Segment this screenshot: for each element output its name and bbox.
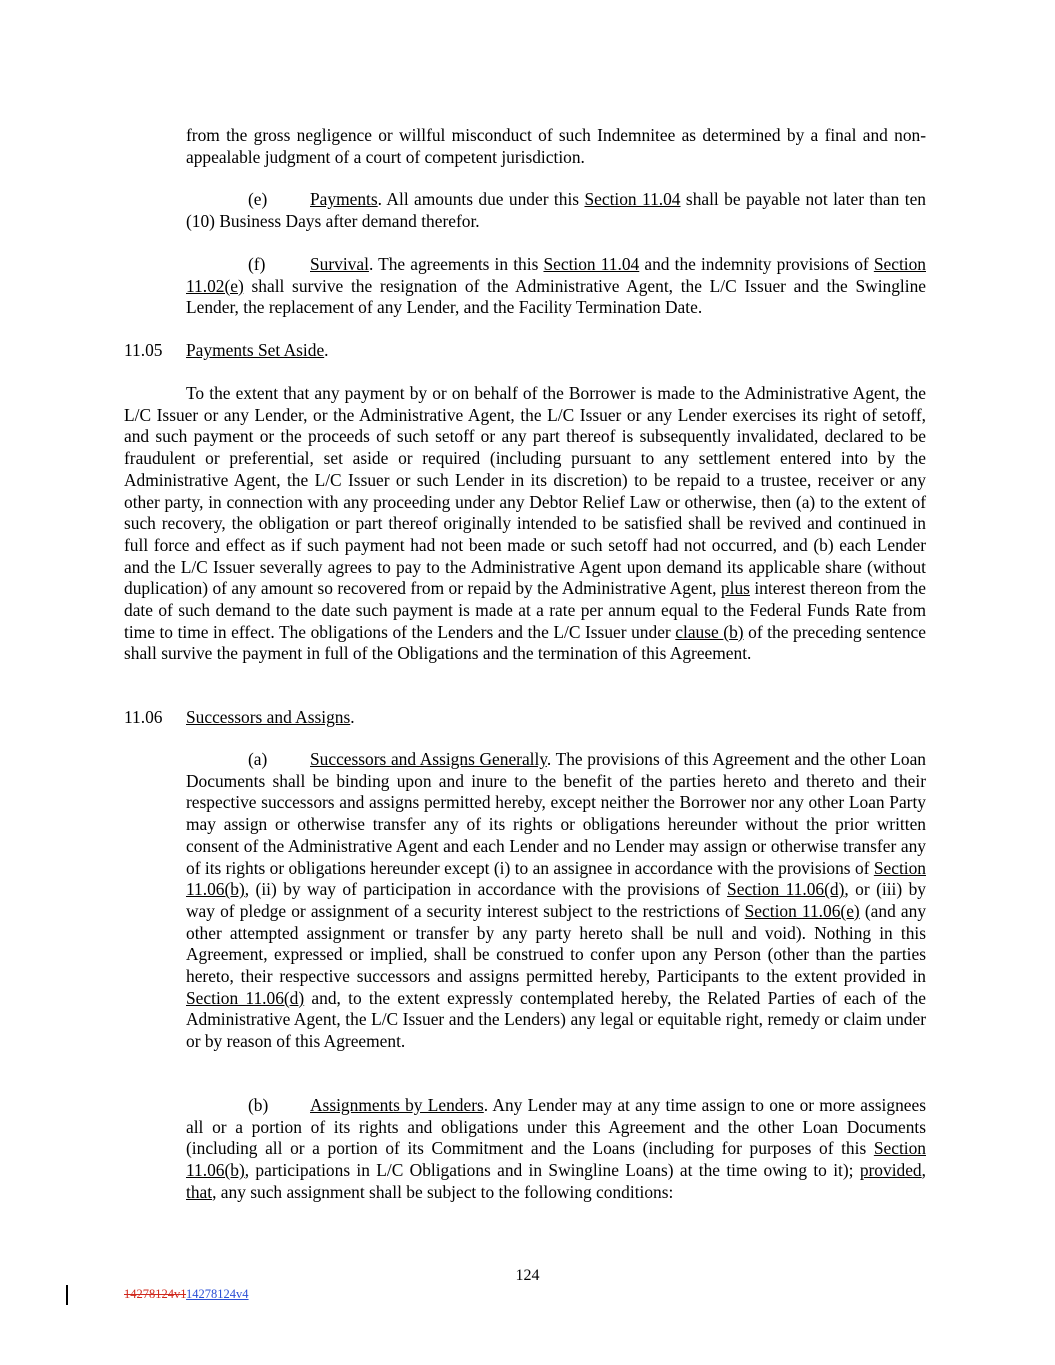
intro-text: from the gross negligence or willful misconduct of such Indemnitee as determined by a final and non-appealable judgment of a court of competent jurisdiction. <box>186 125 926 167</box>
inserted-doc-id: 14278124v4 <box>186 1287 249 1301</box>
subsection-b-label: (b) <box>248 1095 269 1115</box>
that-term: that <box>186 1181 213 1202</box>
section-ref: Section 11.04 <box>584 189 681 209</box>
section-11-05-body: To the extent that any payment by or on behalf of the Borrower is made to the Administrative Agent, the L/C Issuer or any Lender, or the Administrative Agent, the L/C Issuer or any Lender exercises its right of setoff, and such payment or the proceeds of such setoff or any part thereof is subsequently invalidated, declared to be fraudulent or preferential, set aside or required (including pursuant to any settlement entered into by the Administrative Agent, the L/C Issuer or such Lender in its discretion) to be repaid to a trustee, receiver or any other party, in connection with any proceeding under any Debtor Relief Law or otherwise, then (a) to the extent of such recovery, the obligation or part thereof originally intended to be satisfied shall be revived and continued in full force and effect as if such payment had not been made or such setoff had not occurred, and (b) each Lender and the L/C Issuer severally agrees to pay to the Administrative Agent upon demand its applicable share (without duplication) of any amount so recovered from or repaid by the Administrative Agent, plus interest thereon from the date of such demand to the date such payment is made at a rate per annum equal to the Federal Funds Rate from time to time in effect. The obligations of the Lenders and the L/C Issuer under clause (b) of the preceding sentence shall survive the payment in full of the Obligations and the termination of this Agreement. <box>124 383 926 664</box>
section-ref: Section 11.06(b) <box>186 857 926 900</box>
page-number: 124 <box>515 1267 540 1284</box>
subsection-b: (b) Assignments by Lenders. Any Lender may at any time assign to one or more assignees all or a portion of its rights and obligations under this Agreement and the other Loan Documents (including all or a portion of its Commitment and the Loans (including for purposes of this Section 11.06(b), participations in L/C Obligations and in Swingline Loans) at the time owing to it); provided, that, any such assignment shall be subject to the following conditions: <box>186 1095 926 1202</box>
deleted-doc-id: 14278124v1 <box>124 1287 187 1301</box>
subsection-e-title: Payments <box>310 189 378 209</box>
document-id-footer <box>124 1287 249 1302</box>
subsection-f: (f) Survival. The agreements in this Section 11.04 and the indemnity provisions of Section 11.02(e) shall survive the resignation of the Administrative Agent, the L/C Issuer and the Swingline Lender, the replacement of any Lender, and the Facility Termination Date. <box>186 254 926 318</box>
subsection-a-label: (a) <box>248 749 268 769</box>
section-11-06-heading: 11.06 Successors and Assigns. <box>124 707 355 727</box>
section-number: 11.05 <box>124 340 163 360</box>
section-ref: Section 11.02(e) <box>186 254 926 296</box>
section-number: 11.06 <box>124 707 163 727</box>
section-ref: Section 11.06(d) <box>727 879 845 900</box>
plus-term: plus <box>720 578 750 599</box>
section-11-05-heading: 11.05 Payments Set Aside. <box>124 340 329 360</box>
subsection-e: (e) Payments. All amounts due under this Section 11.04 shall be payable not later than ten (10) Business Days after demand therefor. <box>186 189 926 231</box>
subsection-a: (a) Successors and Assigns Generally. The provisions of this Agreement and the other Loan Documents shall be binding upon and inure to the benefit of the parties hereto and thereto and their respective successors and assigns permitted hereby, except neither the Borrower nor any other Loan Party may assign or otherwise transfer any of its rights or obligations hereunder without the prior written consent of the Administrative Agent and each Lender and no Lender may assign or otherwise transfer any of its rights or obligations hereunder except (i) to an assignee in accordance with the provisions of Section 11.06(b), (ii) by way of participation in accordance with the provisions of Section 11.06(d), or (iii) by way of pledge or assignment of a security interest subject to the restrictions of Section 11.06(e) (and any other attempted assignment or transfer by any party hereto shall be null and void). Nothing in this Agreement, expressed or implied, shall be construed to confer upon any Person (other than the parties hereto, their respective successors and assigns permitted hereby, Participants to the extent provided in Section 11.06(d) and, to the extent expressly contemplated hereby, the Related Parties of each of the Administrative Agent, the L/C Issuer and the Lenders) any legal or equitable right, remedy or claim under or by reason of this Agreement. <box>186 749 927 1052</box>
section-ref: Section 11.04 <box>543 254 640 274</box>
section-ref: Section 11.06(d) <box>186 987 305 1008</box>
provided-term: provided <box>859 1160 922 1181</box>
section-ref: Section 11.06(e) <box>744 900 860 921</box>
intro-paragraph <box>186 125 926 168</box>
section-title: Successors and Assigns <box>186 707 351 727</box>
clause-ref: clause (b) <box>675 621 744 642</box>
section-ref: Section 11.06(b) <box>186 1138 926 1181</box>
subsection-f-title: Survival <box>310 254 369 274</box>
subsection-b-title: Assignments by Lenders <box>310 1095 484 1115</box>
subsection-e-label: (e) <box>248 189 268 209</box>
subsection-a-title: Successors and Assigns Generally <box>310 749 547 769</box>
change-bar <box>66 1285 68 1305</box>
section-title: Payments Set Aside <box>186 340 325 360</box>
subsection-f-label: (f) <box>248 254 266 274</box>
